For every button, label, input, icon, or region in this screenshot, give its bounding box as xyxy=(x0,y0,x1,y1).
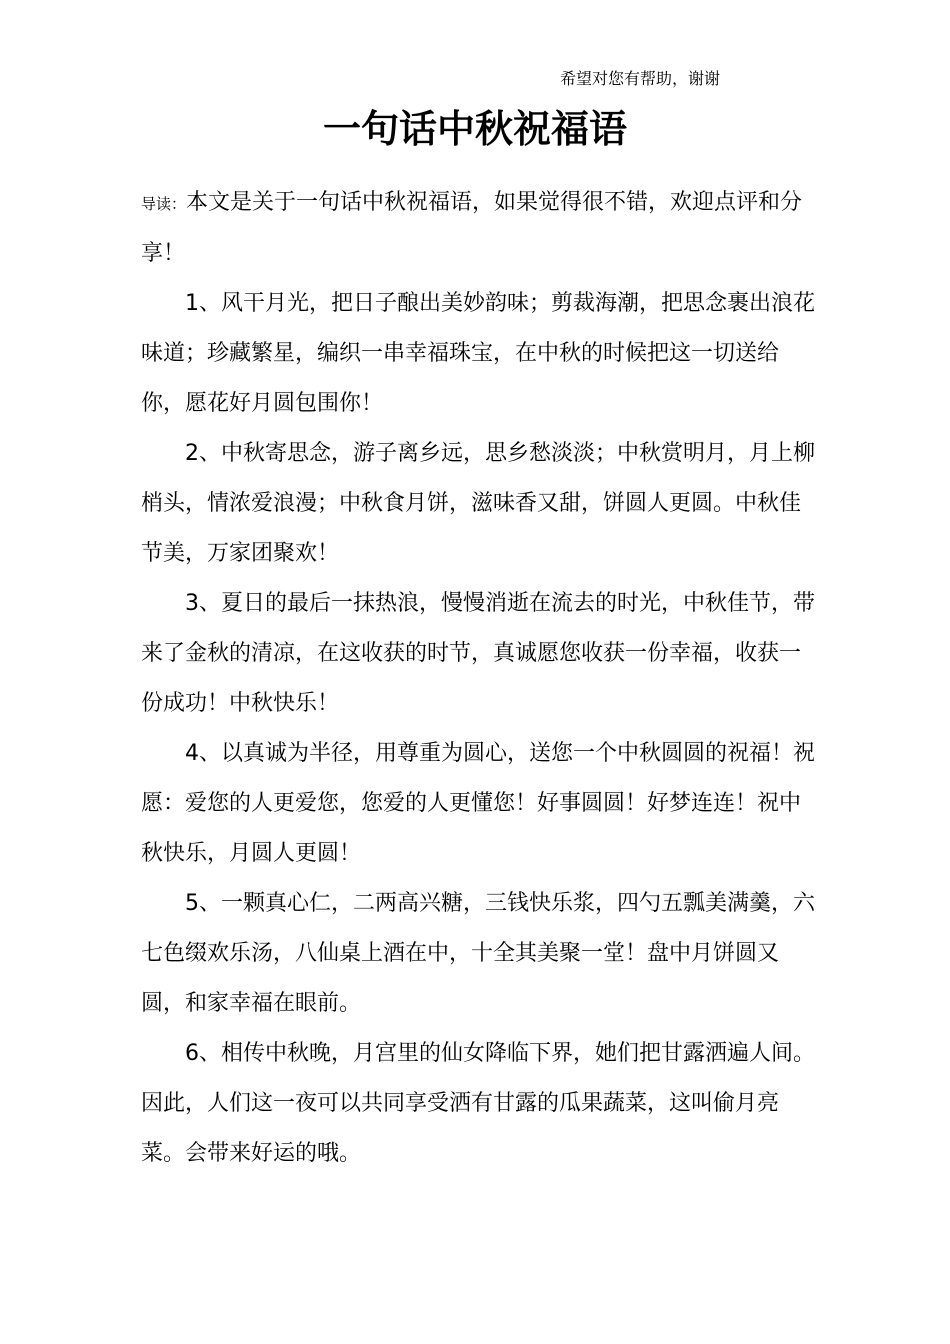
header-note: 希望对您有帮助，谢谢 xyxy=(560,69,721,88)
blessing-paragraph-4: 4、以真诚为半径，用尊重为圆心，送您一个中秋圆圆的祝福！祝愿：爱您的人更爱您，您爱的人更懂您！好事圆圆！好梦连连！祝中秋快乐，月圆人更圆！ xyxy=(141,741,815,866)
blessing-paragraph-6: 6、相传中秋晚，月宫里的仙女降临下界，她们把甘露洒遍人间。因此，人们这一夜可以共同享受洒有甘露的瓜果蔬菜，这叫偷月亮菜。会带来好运的哦。 xyxy=(141,1041,815,1166)
intro-label: 导读： xyxy=(141,195,187,213)
document-body xyxy=(141,178,821,1179)
blessing-paragraph-2: 2、中秋寄思念，游子离乡远，思乡愁淡淡；中秋赏明月，月上柳梢头，情浓爱浪漫；中秋食月饼，滋味香又甜，饼圆人更圆。中秋佳节美，万家团聚欢！ xyxy=(141,441,815,566)
blessing-paragraph-1: 1、风干月光，把日子酿出美妙韵味；剪裁海潮，把思念裹出浪花味道；珍藏繁星，编织一串幸福珠宝，在中秋的时候把这一切送给你，愿花好月圆包围你！ xyxy=(141,291,815,416)
intro-paragraph xyxy=(141,178,821,279)
blessing-paragraph-3: 3、夏日的最后一抹热浪，慢慢消逝在流去的时光，中秋佳节，带来了金秋的清凉，在这收获的时节，真诚愿您收获一份幸福，收获一份成功！中秋快乐！ xyxy=(141,591,815,716)
blessing-paragraph-5: 5、一颗真心仁，二两高兴糖，三钱快乐浆，四勺五瓢美满羹，六七色缀欢乐汤，八仙桌上酒在中，十全其美聚一堂！盘中月饼圆又圆，和家幸福在眼前。 xyxy=(141,891,815,1016)
page-title: 一句话中秋祝福语 xyxy=(322,107,627,151)
intro-text: 本文是关于一句话中秋祝福语，如果觉得很不错，欢迎点评和分享！ xyxy=(141,190,803,266)
